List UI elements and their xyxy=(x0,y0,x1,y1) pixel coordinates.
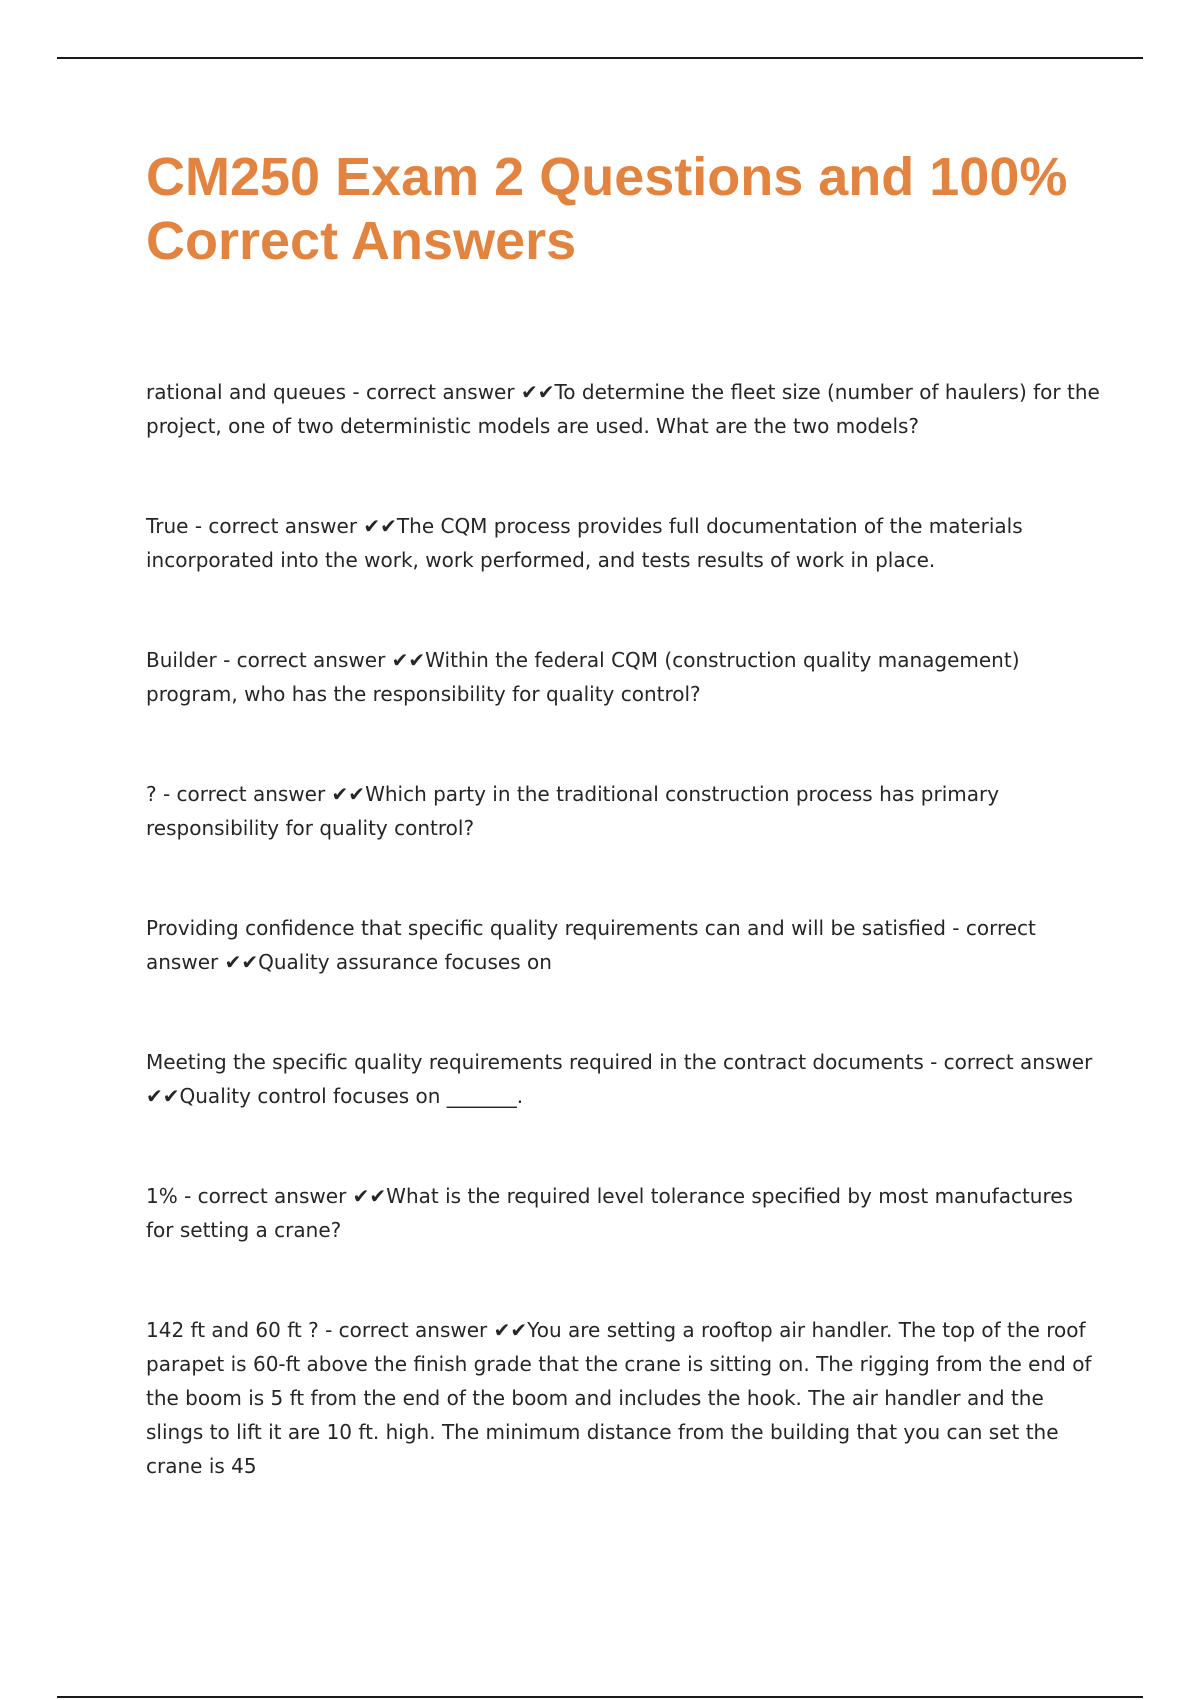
qa-item xyxy=(146,1313,1106,1483)
answer-separator: - correct answer xyxy=(156,782,332,806)
check-icon: ✔✔ xyxy=(224,950,259,974)
question-text: The CQM process provides full documentation of the materials incorporated into the work, work performed, and tests results of work in place. xyxy=(146,514,1023,572)
answer-separator: - correct answer xyxy=(216,648,392,672)
qa-item xyxy=(146,777,1106,845)
answer-text: True xyxy=(146,514,189,538)
check-icon: ✔✔ xyxy=(331,782,366,806)
bottom-rule xyxy=(57,1696,1143,1698)
qa-item xyxy=(146,911,1106,979)
qa-item xyxy=(146,509,1106,577)
answer-separator: - correct answer xyxy=(177,1184,353,1208)
answer-separator: - correct answer xyxy=(318,1318,494,1342)
qa-list xyxy=(146,375,1106,1483)
qa-item xyxy=(146,1179,1106,1247)
question-text: Quality control focuses on _______. xyxy=(179,1084,524,1108)
answer-text: 1% xyxy=(146,1184,178,1208)
top-rule xyxy=(57,57,1143,59)
check-icon: ✔✔ xyxy=(391,648,426,672)
qa-item xyxy=(146,375,1106,443)
check-icon: ✔✔ xyxy=(520,380,555,404)
answer-text: Builder xyxy=(146,648,217,672)
question-text: Quality assurance focuses on xyxy=(258,950,552,974)
document-body xyxy=(146,145,1106,1549)
check-icon: ✔✔ xyxy=(363,514,397,538)
answer-separator: - correct answer xyxy=(346,380,521,404)
answer-text: 142 ft and 60 ft ? xyxy=(146,1318,319,1342)
question-text: You are setting a rooftop air handler. The top of the roof parapet is 60-ft above the finish grade that the crane is sitting on. The rigging from the end of the boom is 5 ft from the end of the boom and includes the hook. The air handler and the slings to lift it are 10 ft. high. The minimum distance from the building that you can set the crane is 45 xyxy=(146,1318,1092,1478)
document-title: CM250 Exam 2 Questions and 100% Correct Answers xyxy=(146,147,1068,271)
answer-separator: - correct answer xyxy=(146,916,1036,974)
answer-text: Meeting the specific quality requirements required in the contract documents xyxy=(146,1050,924,1074)
check-icon: ✔✔ xyxy=(146,1084,180,1108)
question-text: Which party in the traditional construction process has primary responsibility for quality control? xyxy=(146,782,1000,840)
check-icon: ✔✔ xyxy=(352,1184,387,1208)
answer-separator: - correct answer xyxy=(923,1050,1093,1074)
answer-separator: - correct answer xyxy=(188,514,364,538)
answer-text: Providing confidence that specific quality requirements can and will be satisfied xyxy=(146,916,946,940)
question-text: Within the federal CQM (construction quality management) program, who has the responsibility for quality control? xyxy=(146,648,1020,706)
qa-item xyxy=(146,643,1106,711)
question-text: To determine the fleet size (number of haulers) for the project, one of two deterministic models are used. What are the two models? xyxy=(146,380,1100,438)
answer-text: rational and queues xyxy=(146,380,347,404)
check-icon: ✔✔ xyxy=(493,1318,528,1342)
answer-text: ? xyxy=(146,782,157,806)
qa-item xyxy=(146,1045,1106,1113)
question-text: What is the required level tolerance specified by most manufactures for setting a crane? xyxy=(146,1184,1073,1242)
